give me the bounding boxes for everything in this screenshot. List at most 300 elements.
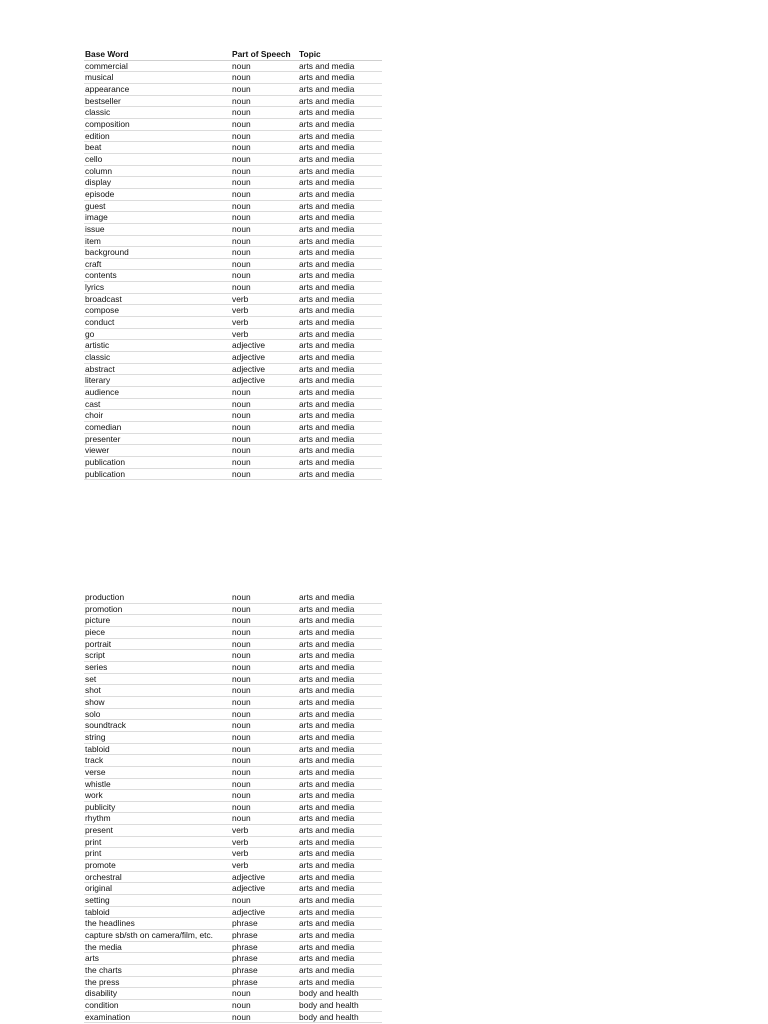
cell-topic: arts and media bbox=[299, 258, 355, 269]
cell-topic: arts and media bbox=[299, 941, 355, 952]
cell-base-word: viewer bbox=[85, 445, 110, 456]
cell-part-of-speech: noun bbox=[232, 468, 251, 479]
table-row bbox=[84, 650, 382, 662]
cell-base-word: lyrics bbox=[85, 282, 105, 293]
table-row bbox=[84, 177, 382, 189]
cell-part-of-speech: noun bbox=[232, 83, 251, 94]
cell-base-word: disability bbox=[85, 988, 118, 999]
cell-part-of-speech: noun bbox=[232, 1011, 251, 1022]
table-row bbox=[84, 434, 382, 446]
cell-base-word: picture bbox=[85, 615, 111, 626]
cell-topic: arts and media bbox=[299, 177, 355, 188]
cell-part-of-speech: verb bbox=[232, 848, 249, 859]
cell-base-word: rhythm bbox=[85, 813, 111, 824]
table-row bbox=[84, 802, 382, 814]
table-row bbox=[84, 387, 382, 399]
table-row bbox=[84, 615, 382, 627]
cell-part-of-speech: noun bbox=[232, 720, 251, 731]
table-row bbox=[84, 236, 382, 248]
cell-topic: body and health bbox=[299, 988, 359, 999]
cell-topic: arts and media bbox=[299, 790, 355, 801]
cell-base-word: condition bbox=[85, 999, 119, 1010]
cell-part-of-speech: phrase bbox=[232, 953, 258, 964]
table-row bbox=[84, 469, 382, 481]
table-row bbox=[84, 107, 382, 119]
cell-topic: arts and media bbox=[299, 235, 355, 246]
cell-part-of-speech: noun bbox=[232, 270, 251, 281]
cell-part-of-speech: noun bbox=[232, 188, 251, 199]
cell-topic: arts and media bbox=[299, 410, 355, 421]
cell-part-of-speech: noun bbox=[232, 988, 251, 999]
cell-base-word: tabloid bbox=[85, 906, 110, 917]
cell-base-word: orchestral bbox=[85, 871, 122, 882]
cell-topic: arts and media bbox=[299, 118, 355, 129]
cell-part-of-speech: noun bbox=[232, 685, 251, 696]
cell-part-of-speech: adjective bbox=[232, 871, 266, 882]
table-row bbox=[84, 422, 382, 434]
cell-topic: arts and media bbox=[299, 387, 355, 398]
cell-part-of-speech: noun bbox=[232, 130, 251, 141]
cell-topic: arts and media bbox=[299, 317, 355, 328]
cell-part-of-speech: verb bbox=[232, 293, 249, 304]
cell-part-of-speech: verb bbox=[232, 836, 249, 847]
table-row bbox=[84, 61, 382, 73]
cell-topic: arts and media bbox=[299, 708, 355, 719]
table-row bbox=[84, 189, 382, 201]
cell-part-of-speech: noun bbox=[232, 212, 251, 223]
cell-base-word: tabloid bbox=[85, 743, 110, 754]
cell-topic: arts and media bbox=[299, 72, 355, 83]
cell-topic: arts and media bbox=[299, 363, 355, 374]
cell-part-of-speech: noun bbox=[232, 801, 251, 812]
cell-base-word: craft bbox=[85, 258, 102, 269]
cell-part-of-speech: noun bbox=[232, 153, 251, 164]
cell-base-word: the press bbox=[85, 976, 120, 987]
table-body-page-1 bbox=[84, 61, 382, 481]
cell-part-of-speech: noun bbox=[232, 456, 251, 467]
cell-topic: arts and media bbox=[299, 95, 355, 106]
cell-topic: arts and media bbox=[299, 433, 355, 444]
table-row bbox=[84, 639, 382, 651]
cell-topic: arts and media bbox=[299, 270, 355, 281]
cell-part-of-speech: noun bbox=[232, 282, 251, 293]
cell-part-of-speech: noun bbox=[232, 626, 251, 637]
cell-part-of-speech: noun bbox=[232, 223, 251, 234]
cell-part-of-speech: adjective bbox=[232, 906, 266, 917]
cell-topic: arts and media bbox=[299, 871, 355, 882]
cell-part-of-speech: noun bbox=[232, 895, 251, 906]
table-row bbox=[84, 685, 382, 697]
cell-topic: arts and media bbox=[299, 282, 355, 293]
cell-topic: arts and media bbox=[299, 906, 355, 917]
cell-part-of-speech: noun bbox=[232, 422, 251, 432]
cell-part-of-speech: verb bbox=[232, 860, 249, 871]
cell-part-of-speech: phrase bbox=[232, 930, 258, 941]
cell-topic: arts and media bbox=[299, 592, 355, 602]
cell-part-of-speech: noun bbox=[232, 387, 251, 398]
table-row bbox=[84, 166, 382, 178]
cell-part-of-speech: noun bbox=[232, 673, 251, 684]
table-row bbox=[84, 965, 382, 977]
cell-base-word: composition bbox=[85, 118, 130, 129]
cell-base-word: artistic bbox=[85, 340, 110, 351]
word-table-page-1 bbox=[84, 49, 382, 480]
cell-base-word: item bbox=[85, 235, 101, 246]
cell-part-of-speech: adjective bbox=[232, 883, 266, 894]
cell-part-of-speech: phrase bbox=[232, 941, 258, 952]
table-row bbox=[84, 767, 382, 779]
cell-base-word: broadcast bbox=[85, 293, 122, 304]
cell-base-word: edition bbox=[85, 130, 110, 141]
cell-part-of-speech: noun bbox=[232, 638, 251, 649]
cell-part-of-speech: verb bbox=[232, 328, 249, 339]
table-row bbox=[84, 779, 382, 791]
cell-topic: arts and media bbox=[299, 130, 355, 141]
cell-topic: arts and media bbox=[299, 422, 355, 432]
cell-part-of-speech: noun bbox=[232, 60, 251, 71]
cell-base-word: work bbox=[85, 790, 103, 801]
cell-base-word: column bbox=[85, 165, 112, 176]
cell-part-of-speech: noun bbox=[232, 661, 251, 672]
cell-base-word: abstract bbox=[85, 363, 115, 374]
cell-base-word: beat bbox=[85, 142, 102, 153]
cell-part-of-speech: noun bbox=[232, 72, 251, 83]
cell-base-word: presenter bbox=[85, 433, 121, 444]
cell-topic: arts and media bbox=[299, 661, 355, 672]
table-row bbox=[84, 119, 382, 131]
cell-topic: arts and media bbox=[299, 626, 355, 637]
cell-topic: arts and media bbox=[299, 223, 355, 234]
table-row bbox=[84, 813, 382, 825]
cell-part-of-speech: phrase bbox=[232, 918, 258, 929]
cell-base-word: classic bbox=[85, 352, 111, 363]
table-row bbox=[84, 294, 382, 306]
cell-part-of-speech: noun bbox=[232, 235, 251, 246]
table-row bbox=[84, 142, 382, 154]
cell-part-of-speech: noun bbox=[232, 118, 251, 129]
table-row bbox=[84, 918, 382, 930]
cell-part-of-speech: noun bbox=[232, 592, 251, 602]
cell-base-word: conduct bbox=[85, 317, 115, 328]
cell-topic: arts and media bbox=[299, 375, 355, 386]
table-row bbox=[84, 662, 382, 674]
cell-topic: arts and media bbox=[299, 883, 355, 894]
cell-base-word: present bbox=[85, 825, 113, 836]
cell-base-word: promote bbox=[85, 860, 116, 871]
cell-topic: arts and media bbox=[299, 731, 355, 742]
cell-topic: arts and media bbox=[299, 801, 355, 812]
cell-part-of-speech: noun bbox=[232, 177, 251, 188]
table-body-page-2 bbox=[84, 592, 382, 1023]
cell-part-of-speech: noun bbox=[232, 165, 251, 176]
cell-part-of-speech: adjective bbox=[232, 340, 266, 351]
cell-base-word: examination bbox=[85, 1011, 131, 1022]
cell-part-of-speech: noun bbox=[232, 650, 251, 661]
cell-topic: arts and media bbox=[299, 673, 355, 684]
cell-topic: arts and media bbox=[299, 247, 355, 258]
cell-topic: arts and media bbox=[299, 165, 355, 176]
cell-topic: arts and media bbox=[299, 200, 355, 211]
table-row bbox=[84, 212, 382, 224]
table-row bbox=[84, 907, 382, 919]
table-row bbox=[84, 317, 382, 329]
cell-base-word: comedian bbox=[85, 422, 122, 432]
table-row bbox=[84, 837, 382, 849]
cell-part-of-speech: noun bbox=[232, 433, 251, 444]
table-row bbox=[84, 329, 382, 341]
table-row bbox=[84, 942, 382, 954]
cell-part-of-speech: adjective bbox=[232, 375, 266, 386]
table-row bbox=[84, 872, 382, 884]
cell-part-of-speech: noun bbox=[232, 778, 251, 789]
cell-topic: arts and media bbox=[299, 650, 355, 661]
cell-part-of-speech: noun bbox=[232, 731, 251, 742]
cell-base-word: capture sb/sth on camera/film, etc. bbox=[85, 930, 214, 941]
table-row bbox=[84, 259, 382, 271]
cell-topic: arts and media bbox=[299, 696, 355, 707]
cell-base-word: appearance bbox=[85, 83, 130, 94]
table-row bbox=[84, 755, 382, 767]
cell-base-word: cello bbox=[85, 153, 103, 164]
table-row bbox=[84, 1012, 382, 1024]
cell-part-of-speech: noun bbox=[232, 603, 251, 614]
cell-topic: arts and media bbox=[299, 836, 355, 847]
table-row bbox=[84, 720, 382, 732]
cell-topic: arts and media bbox=[299, 456, 355, 467]
table-header-row bbox=[84, 49, 382, 61]
cell-base-word: musical bbox=[85, 72, 114, 83]
table-row bbox=[84, 445, 382, 457]
cell-topic: arts and media bbox=[299, 107, 355, 118]
cell-topic: arts and media bbox=[299, 340, 355, 351]
table-row bbox=[84, 457, 382, 469]
cell-base-word: production bbox=[85, 592, 125, 602]
cell-base-word: portrait bbox=[85, 638, 112, 649]
cell-part-of-speech: noun bbox=[232, 743, 251, 754]
cell-topic: arts and media bbox=[299, 976, 355, 987]
cell-base-word: print bbox=[85, 836, 102, 847]
cell-topic: arts and media bbox=[299, 83, 355, 94]
table-row bbox=[84, 364, 382, 376]
cell-topic: arts and media bbox=[299, 293, 355, 304]
table-row bbox=[84, 883, 382, 895]
cell-base-word: issue bbox=[85, 223, 105, 234]
cell-topic: arts and media bbox=[299, 352, 355, 363]
table-row bbox=[84, 604, 382, 616]
cell-part-of-speech: noun bbox=[232, 813, 251, 824]
cell-base-word: the headlines bbox=[85, 918, 135, 929]
cell-base-word: whistle bbox=[85, 778, 111, 789]
cell-base-word: commercial bbox=[85, 60, 128, 71]
table-row bbox=[84, 627, 382, 639]
table-row bbox=[84, 131, 382, 143]
cell-base-word: episode bbox=[85, 188, 115, 199]
cell-base-word: publication bbox=[85, 456, 126, 467]
table-row bbox=[84, 977, 382, 989]
cell-part-of-speech: noun bbox=[232, 142, 251, 153]
cell-base-word: piece bbox=[85, 626, 106, 637]
cell-topic: arts and media bbox=[299, 755, 355, 766]
table-row bbox=[84, 744, 382, 756]
cell-part-of-speech: noun bbox=[232, 445, 251, 456]
cell-base-word: solo bbox=[85, 708, 101, 719]
cell-base-word: go bbox=[85, 328, 95, 339]
cell-part-of-speech: noun bbox=[232, 107, 251, 118]
cell-part-of-speech: noun bbox=[232, 696, 251, 707]
cell-base-word: show bbox=[85, 696, 105, 707]
table-row bbox=[84, 201, 382, 213]
cell-base-word: contents bbox=[85, 270, 117, 281]
table-row bbox=[84, 1000, 382, 1012]
table-row bbox=[84, 340, 382, 352]
cell-topic: arts and media bbox=[299, 638, 355, 649]
cell-base-word: script bbox=[85, 650, 106, 661]
table-row bbox=[84, 697, 382, 709]
cell-base-word: soundtrack bbox=[85, 720, 126, 731]
cell-part-of-speech: adjective bbox=[232, 352, 266, 363]
cell-topic: arts and media bbox=[299, 848, 355, 859]
cell-topic: arts and media bbox=[299, 953, 355, 964]
table-row bbox=[84, 352, 382, 364]
cell-topic: arts and media bbox=[299, 328, 355, 339]
cell-topic: arts and media bbox=[299, 603, 355, 614]
word-table-page-2 bbox=[84, 592, 382, 1023]
cell-topic: arts and media bbox=[299, 743, 355, 754]
table-row bbox=[84, 988, 382, 1000]
table-row bbox=[84, 848, 382, 860]
cell-base-word: classic bbox=[85, 107, 111, 118]
cell-base-word: bestseller bbox=[85, 95, 121, 106]
header-part-of-speech: Part of Speech bbox=[232, 49, 291, 59]
cell-topic: arts and media bbox=[299, 188, 355, 199]
cell-topic: arts and media bbox=[299, 860, 355, 871]
table-row bbox=[84, 592, 382, 604]
cell-base-word: shot bbox=[85, 685, 101, 696]
cell-topic: arts and media bbox=[299, 142, 355, 153]
table-row bbox=[84, 709, 382, 721]
cell-topic: arts and media bbox=[299, 398, 355, 409]
cell-base-word: publication bbox=[85, 468, 126, 479]
table-row bbox=[84, 154, 382, 166]
cell-part-of-speech: noun bbox=[232, 755, 251, 766]
cell-topic: arts and media bbox=[299, 720, 355, 731]
table-row bbox=[84, 953, 382, 965]
cell-base-word: print bbox=[85, 848, 102, 859]
cell-topic: arts and media bbox=[299, 813, 355, 824]
cell-part-of-speech: verb bbox=[232, 825, 249, 836]
cell-topic: arts and media bbox=[299, 468, 355, 479]
cell-base-word: choir bbox=[85, 410, 104, 421]
cell-topic: arts and media bbox=[299, 445, 355, 456]
header-base-word: Base Word bbox=[85, 49, 129, 59]
cell-base-word: string bbox=[85, 731, 106, 742]
cell-base-word: cast bbox=[85, 398, 101, 409]
table-row bbox=[84, 930, 382, 942]
cell-topic: arts and media bbox=[299, 965, 355, 975]
cell-part-of-speech: verb bbox=[232, 305, 249, 316]
cell-base-word: display bbox=[85, 177, 112, 188]
table-row bbox=[84, 410, 382, 422]
cell-base-word: the media bbox=[85, 941, 122, 952]
cell-topic: body and health bbox=[299, 999, 359, 1010]
cell-base-word: guest bbox=[85, 200, 106, 211]
table-row bbox=[84, 247, 382, 259]
cell-base-word: promotion bbox=[85, 603, 123, 614]
table-row bbox=[84, 305, 382, 317]
table-row bbox=[84, 84, 382, 96]
table-row bbox=[84, 895, 382, 907]
table-row bbox=[84, 825, 382, 837]
cell-part-of-speech: noun bbox=[232, 410, 251, 421]
cell-topic: arts and media bbox=[299, 918, 355, 929]
cell-part-of-speech: noun bbox=[232, 398, 251, 409]
cell-topic: arts and media bbox=[299, 685, 355, 696]
cell-topic: arts and media bbox=[299, 778, 355, 789]
cell-topic: arts and media bbox=[299, 930, 355, 941]
cell-topic: arts and media bbox=[299, 305, 355, 316]
cell-part-of-speech: noun bbox=[232, 999, 251, 1010]
cell-base-word: setting bbox=[85, 895, 110, 906]
table-row bbox=[84, 732, 382, 744]
cell-base-word: compose bbox=[85, 305, 119, 316]
cell-part-of-speech: noun bbox=[232, 247, 251, 258]
cell-topic: body and health bbox=[299, 1011, 359, 1022]
table-row bbox=[84, 72, 382, 84]
cell-part-of-speech: noun bbox=[232, 708, 251, 719]
cell-part-of-speech: noun bbox=[232, 95, 251, 106]
cell-base-word: track bbox=[85, 755, 104, 766]
cell-base-word: literary bbox=[85, 375, 111, 386]
cell-part-of-speech: noun bbox=[232, 258, 251, 269]
table-row bbox=[84, 270, 382, 282]
cell-base-word: set bbox=[85, 673, 97, 684]
cell-part-of-speech: verb bbox=[232, 317, 249, 328]
cell-part-of-speech: phrase bbox=[232, 976, 258, 987]
cell-part-of-speech: phrase bbox=[232, 965, 258, 975]
cell-base-word: arts bbox=[85, 953, 99, 964]
table-row bbox=[84, 399, 382, 411]
cell-topic: arts and media bbox=[299, 60, 355, 71]
cell-topic: arts and media bbox=[299, 615, 355, 626]
cell-part-of-speech: noun bbox=[232, 790, 251, 801]
cell-part-of-speech: adjective bbox=[232, 363, 266, 374]
table-row bbox=[84, 224, 382, 236]
cell-base-word: audience bbox=[85, 387, 119, 398]
cell-topic: arts and media bbox=[299, 766, 355, 777]
table-row bbox=[84, 860, 382, 872]
cell-part-of-speech: noun bbox=[232, 766, 251, 777]
table-row bbox=[84, 282, 382, 294]
cell-base-word: original bbox=[85, 883, 113, 894]
table-row bbox=[84, 96, 382, 108]
cell-base-word: image bbox=[85, 212, 108, 223]
cell-base-word: publicity bbox=[85, 801, 116, 812]
cell-topic: arts and media bbox=[299, 153, 355, 164]
table-row bbox=[84, 790, 382, 802]
cell-topic: arts and media bbox=[299, 895, 355, 906]
table-row bbox=[84, 674, 382, 686]
cell-topic: arts and media bbox=[299, 825, 355, 836]
header-topic: Topic bbox=[299, 49, 321, 59]
cell-base-word: verse bbox=[85, 766, 106, 777]
cell-topic: arts and media bbox=[299, 212, 355, 223]
cell-part-of-speech: noun bbox=[232, 615, 251, 626]
table-row bbox=[84, 375, 382, 387]
cell-part-of-speech: noun bbox=[232, 200, 251, 211]
cell-base-word: the charts bbox=[85, 965, 122, 975]
cell-base-word: background bbox=[85, 247, 129, 258]
cell-base-word: series bbox=[85, 661, 108, 672]
